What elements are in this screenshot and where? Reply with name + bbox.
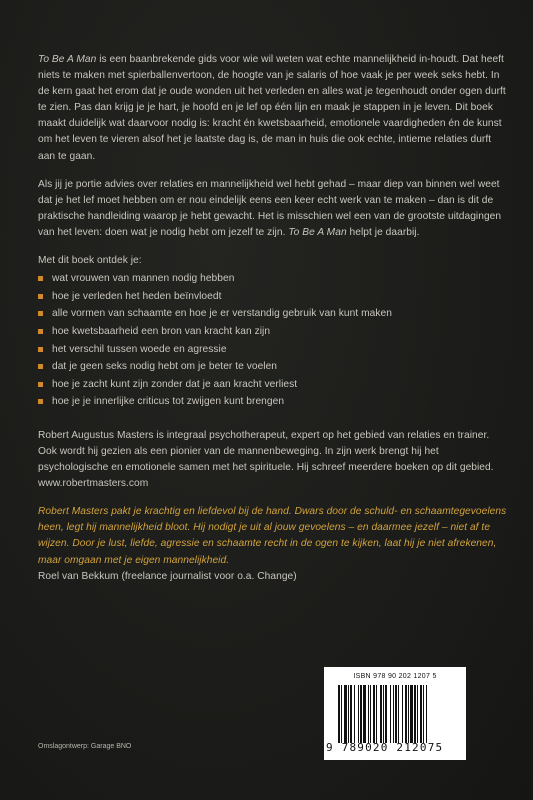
barcode-bar <box>344 685 347 743</box>
barcode-bar <box>390 685 391 743</box>
list-item: het verschil tussen woede en agressie <box>38 342 508 360</box>
square-bullet-icon <box>38 276 43 281</box>
author-bio: Robert Augustus Masters is integraal psychotherapeut, expert op het gebied van relaties en trainer. Ook wordt hij gezien als een pionier van de mannenbeweging. In zijn werk brengt hij het psychologische en emotionele samen met het spirituele. Hij schreef meerdere boeken op dit gebied. www.robertmasters.com <box>38 429 494 490</box>
barcode-bar <box>393 685 394 743</box>
quote-text: Robert Masters pakt je krachtig en liefdevol bij de hand. Dwars door de schuld- en schaamtegevoelens heen, legt hij mannelijkheid bloot. Hij nodigt je uit al jouw gevoelens – en daarmee jezelf – niet af te wijzen. Door je lust, liefde, agressie en schaamte recht in de ogen te kijken, laat hij je niet afrekenen, maar omgaan met je eigen mannelijkheid. <box>38 506 507 566</box>
square-bullet-icon <box>38 311 43 316</box>
square-bullet-icon <box>38 294 43 299</box>
barcode-bar <box>350 685 352 743</box>
benefits-list <box>38 271 508 412</box>
barcode-bar <box>383 685 384 743</box>
barcode-bar <box>354 685 355 743</box>
second-tail: helpt je daarbij. <box>346 226 420 238</box>
second-paragraph <box>38 177 508 241</box>
barcode-bar <box>370 685 371 743</box>
square-bullet-icon <box>38 399 43 404</box>
square-bullet-icon <box>38 364 43 369</box>
square-bullet-icon <box>38 329 43 334</box>
barcode-bar <box>426 685 427 743</box>
barcode-bar <box>348 685 349 743</box>
barcode-bar <box>395 685 397 743</box>
barcode-bar <box>385 685 387 743</box>
barcode-label <box>324 667 466 760</box>
barcode-bar <box>408 685 409 743</box>
barcode-bar <box>417 685 418 743</box>
book-title-italic-2: To Be A Man <box>288 226 347 238</box>
review-quote <box>38 504 508 584</box>
square-bullet-icon <box>38 382 43 387</box>
list-item: wat vrouwen van mannen nodig hebben <box>38 271 508 289</box>
list-item: alle vormen van schaamte en hoe je er verstandig gebruik van kunt maken <box>38 306 508 324</box>
book-title-italic: To Be A Man <box>38 54 97 65</box>
barcode-bar <box>398 685 399 743</box>
barcode-digits: 9 789020 212075 <box>326 741 444 754</box>
back-cover-text <box>38 52 508 585</box>
list-intro: Met dit boek ontdek je: <box>38 255 142 267</box>
barcode-bar <box>420 685 422 743</box>
barcode-bar <box>405 685 407 743</box>
barcode-bar <box>414 685 416 743</box>
intro-paragraph <box>38 52 508 165</box>
barcode-bar <box>358 685 359 743</box>
intro-text: is een baanbrekende gids voor wie wil weten wat echte mannelijkheid in-houdt. Dat heeft niets te maken met spierballenvertoon, de hoogte van je salaris of hoe vaak je per week seks hebt. In de kern gaat het erom dat je oude wonden uit het verleden en alles wat je tegenhoudt onder ogen durft te zien. Pas dan krijg je je hart, je hoofd en je lef op één lijn en maak je stappen in je leven. Dit boek maakt duidelijk wat daarvoor nodig is: kracht én kwetsbaarheid, emotionele vaardigheden én de kunst om het leven te vieren alsof het je laatste dag is, de man in huis die ook echte, intieme relaties durft aan te gaan. <box>38 54 506 162</box>
barcode-bar <box>368 685 369 743</box>
barcode-icon <box>338 685 456 743</box>
list-item: hoe kwetsbaarheid een bron van kracht kan zijn <box>38 324 508 342</box>
cover-design-credit: Omslagontwerp: Garage BNO <box>38 743 132 750</box>
barcode-bar <box>360 685 362 743</box>
square-bullet-icon <box>38 347 43 352</box>
barcode-bar <box>402 685 403 743</box>
quote-author: Roel van Bekkum (freelance journalist voor o.a. Change) <box>38 570 297 582</box>
list-item: hoe je zacht kunt zijn zonder dat je aan kracht verliest <box>38 377 508 395</box>
barcode-bar <box>380 685 382 743</box>
isbn-number: ISBN 978 90 202 1207 5 <box>353 673 437 680</box>
barcode-bar <box>363 685 366 743</box>
list-item: hoe je verleden het heden beïnvloedt <box>38 289 508 307</box>
barcode-bar <box>341 685 342 743</box>
barcode-bar <box>338 685 340 743</box>
barcode-bar <box>376 685 377 743</box>
list-item: dat je geen seks nodig hebt om je beter te voelen <box>38 359 508 377</box>
list-item: hoe je je innerlijke criticus tot zwijgen kunt brengen <box>38 394 508 412</box>
barcode-bar <box>410 685 413 743</box>
second-text: Als jij je portie advies over relaties en mannelijkheid wel hebt gehad – maar diep van binnen wel weet dat je het lef moet hebben om er nou eindelijk eens een keer echt werk van te maken – dan is dit de praktische handleiding waarop je hebt gewacht. Het is misschien wel een van de grootste uitdagingen van het leven: doen wat je nodig hebt om jezelf te zijn. <box>38 178 502 238</box>
barcode-bar <box>373 685 375 743</box>
barcode-bar <box>423 685 424 743</box>
